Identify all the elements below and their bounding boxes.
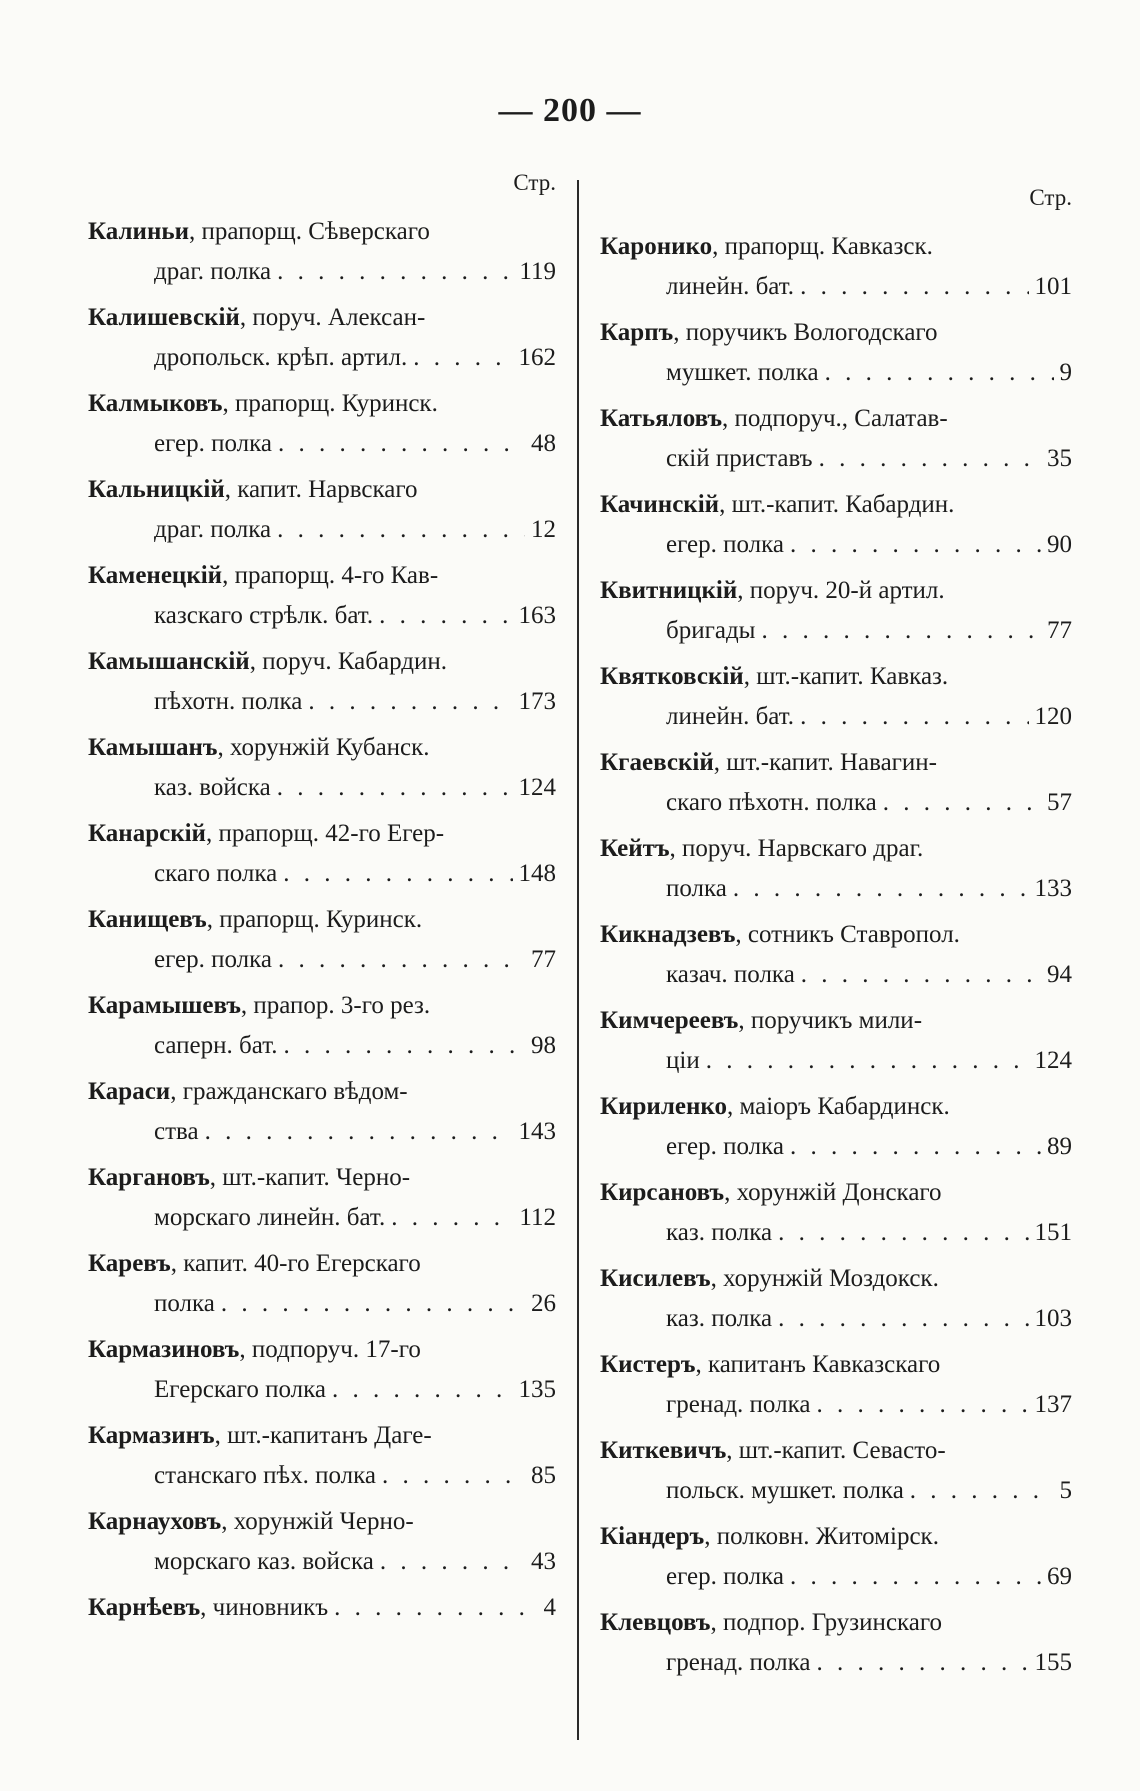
entry-continuation: Егерскаго полка <box>154 1376 327 1403</box>
entry-line <box>600 227 1072 267</box>
index-entry <box>600 313 1072 399</box>
dot-leader <box>277 768 513 808</box>
entry-page: 43 <box>531 1548 556 1575</box>
page-number: — 200 — <box>498 92 642 129</box>
entry-page: 77 <box>1047 617 1072 644</box>
entry-continuation-line <box>600 1213 1072 1253</box>
index-entry <box>600 1603 1072 1689</box>
page-column-header: Стр. <box>1029 185 1072 210</box>
entry-continuation-line <box>88 940 556 980</box>
entry-continuation-line <box>600 439 1072 479</box>
entry-description: , поручикъ мили- <box>738 1007 923 1034</box>
entry-page: 112 <box>519 1204 556 1231</box>
index-entry <box>88 298 556 384</box>
entry-continuation-line <box>88 252 556 292</box>
entry-continuation: казач. полка <box>666 961 795 988</box>
entry-page: 48 <box>531 430 556 457</box>
entry-continuation: егер. полка <box>666 1563 785 1590</box>
entry-name: Кисилевъ <box>600 1265 711 1292</box>
index-entry <box>88 1502 556 1588</box>
dot-leader <box>278 424 525 464</box>
entry-description: , поруч. Алексан- <box>239 304 426 331</box>
entry-continuation: егер. полка <box>666 1133 785 1160</box>
index-entry <box>88 384 556 470</box>
entry-description: , шт.-капит. Навагин- <box>713 749 938 776</box>
entry-continuation: польск. мушкет. полка <box>666 1477 904 1504</box>
entry-page: 101 <box>1034 273 1072 300</box>
entry-continuation: скаго полка <box>154 860 278 887</box>
column-divider <box>577 180 579 1740</box>
entry-line <box>88 212 556 252</box>
entry-name: Калиньи <box>88 218 189 245</box>
index-entry <box>88 728 556 814</box>
dot-leader <box>790 525 1041 565</box>
index-entry <box>88 470 556 556</box>
entry-continuation: егер. полка <box>154 946 273 973</box>
entry-name: Караси <box>88 1078 171 1105</box>
index-entry <box>600 227 1072 313</box>
entry-continuation-line <box>600 1557 1072 1597</box>
entry-continuation: скаго пѣхотн. полка <box>666 789 877 816</box>
entry-name: Квитницкій <box>600 577 738 604</box>
dot-leader <box>391 1198 513 1238</box>
entry-continuation: ства <box>154 1118 199 1145</box>
entry-description: , капитанъ Кавказскаго <box>695 1351 941 1378</box>
entry-page: 77 <box>531 946 556 973</box>
entry-name: Карнѣевъ <box>88 1594 201 1621</box>
entry-description: , поруч. Нарвскаго драг. <box>669 835 924 862</box>
dot-leader <box>308 682 512 722</box>
entry-description: , хорунжій Кубанск. <box>217 734 430 761</box>
entry-name: Каронико <box>600 233 713 260</box>
dot-leader <box>380 1542 525 1582</box>
entry-line <box>600 399 1072 439</box>
entry-line <box>88 986 556 1026</box>
entry-page: 119 <box>519 258 556 285</box>
entry-continuation: морскаго каз. войска <box>154 1548 374 1575</box>
entry-line <box>88 1158 556 1198</box>
index-entry <box>600 1431 1072 1517</box>
entry-continuation-line <box>88 1284 556 1324</box>
entry-name: Кармазинъ <box>88 1422 215 1449</box>
entry-continuation: каз. войска <box>154 774 271 801</box>
index-entry <box>600 1087 1072 1173</box>
dot-leader <box>379 596 512 636</box>
entry-line <box>600 657 1072 697</box>
dot-leader <box>910 1471 1054 1511</box>
entry-line <box>88 814 556 854</box>
entry-continuation-line <box>600 267 1072 307</box>
entry-continuation: бригады <box>666 617 756 644</box>
entry-page: 133 <box>1034 875 1072 902</box>
entry-description: , поруч. 20-й артил. <box>737 577 945 604</box>
entry-continuation-line <box>600 1299 1072 1339</box>
entry-description: , шт.-капит. Севасто- <box>726 1437 946 1464</box>
dot-leader <box>790 1127 1041 1167</box>
entry-continuation-line <box>600 525 1072 565</box>
index-entry <box>600 571 1072 657</box>
entry-description: , прапорщ. Куринск. <box>206 906 423 933</box>
entry-continuation: пѣхотн. полка <box>154 688 303 715</box>
entry-continuation: линейн. бат. <box>666 703 795 730</box>
entry-continuation-line <box>88 1112 556 1152</box>
page-column-header: Стр. <box>513 170 556 195</box>
dot-leader <box>778 1213 1028 1253</box>
entry-page: 155 <box>1034 1649 1072 1676</box>
entry-continuation: саперн. бат. <box>154 1032 278 1059</box>
entry-description: , капит. Нарвскаго <box>224 476 418 503</box>
entry-description: , прапорщ. Кавказск. <box>712 233 933 260</box>
entry-continuation: полка <box>154 1290 215 1317</box>
dot-leader <box>816 1385 1028 1425</box>
entry-description: , полковн. Житомірск. <box>704 1523 939 1550</box>
entry-list <box>600 227 1072 1689</box>
entry-description: , шт.-капитанъ Даге- <box>214 1422 432 1449</box>
entry-continuation-line <box>600 783 1072 823</box>
entry-line <box>600 915 1072 955</box>
dot-leader <box>278 940 525 980</box>
entry-name: Калмыковъ <box>88 390 223 417</box>
index-entry <box>600 485 1072 571</box>
entry-page: 103 <box>1034 1305 1072 1332</box>
entry-page: 98 <box>531 1032 556 1059</box>
dot-leader <box>801 955 1041 995</box>
dot-leader <box>283 854 512 894</box>
index-entry <box>88 1330 556 1416</box>
entry-name: Карамышевъ <box>88 992 241 1019</box>
entry-name: Камышанъ <box>88 734 218 761</box>
entry-line <box>600 1603 1072 1643</box>
entry-description: , поруч. Кабардин. <box>249 648 447 675</box>
entry-description: , шт.-капит. Кавказ. <box>743 663 949 690</box>
entry-name: Катьяловъ <box>600 405 723 432</box>
entry-continuation-line <box>88 768 556 808</box>
entry-continuation: драг. полка <box>154 516 272 543</box>
entry-continuation: егер. полка <box>666 531 785 558</box>
entry-page: 135 <box>518 1376 556 1403</box>
index-entry <box>88 1588 556 1674</box>
entry-page: 94 <box>1047 961 1072 988</box>
entry-line <box>600 571 1072 611</box>
entry-line <box>600 1431 1072 1471</box>
entry-continuation-line <box>600 1041 1072 1081</box>
entry-page: 137 <box>1034 1391 1072 1418</box>
dot-leader <box>778 1299 1028 1339</box>
entry-line <box>600 1001 1072 1041</box>
entry-page: 9 <box>1059 359 1072 386</box>
entry-line <box>88 1416 556 1456</box>
dot-leader <box>205 1112 513 1152</box>
index-entry <box>600 1001 1072 1087</box>
entry-description: , хорунжій Моздокск. <box>710 1265 939 1292</box>
index-entry <box>600 1517 1072 1603</box>
entry-name: Каргановъ <box>88 1164 210 1191</box>
dot-leader <box>825 353 1054 393</box>
entry-line <box>88 900 556 940</box>
entry-continuation-line <box>600 611 1072 651</box>
entry-continuation: егер. полка <box>154 430 273 457</box>
entry-page: 124 <box>1034 1047 1072 1074</box>
dot-leader <box>334 1588 537 1628</box>
entry-continuation: ціи <box>666 1047 700 1074</box>
index-entry <box>88 814 556 900</box>
entry-description: , прапорщ. Сѣверскаго <box>188 218 430 245</box>
entry-page: 151 <box>1034 1219 1072 1246</box>
entry-name: Клевцовъ <box>600 1609 711 1636</box>
entry-continuation-line <box>600 869 1072 909</box>
index-entry <box>88 986 556 1072</box>
entry-description: , подпоруч. 17-го <box>239 1336 421 1363</box>
entry-name: Канарскій <box>88 820 206 847</box>
index-entry <box>600 399 1072 485</box>
index-entry <box>88 1072 556 1158</box>
entry-description: , поручикъ Вологодскаго <box>673 319 938 346</box>
dot-leader <box>332 1370 512 1410</box>
entry-name: Кармазиновъ <box>88 1336 240 1363</box>
entry-name: Кейтъ <box>600 835 670 862</box>
entry-continuation-line <box>88 1026 556 1066</box>
entry-page: 4 <box>543 1594 556 1621</box>
entry-continuation: станскаго пѣх. полка <box>154 1462 376 1489</box>
entry-line <box>600 1173 1072 1213</box>
entry-continuation: морскаго линейн. бат. <box>154 1204 386 1231</box>
entry-name: Киткевичъ <box>600 1437 727 1464</box>
entry-continuation-line <box>600 353 1072 393</box>
index-entry <box>88 1416 556 1502</box>
left-column <box>88 170 556 1674</box>
dot-leader <box>733 869 1029 909</box>
entry-description: , прапор. 3-го рез. <box>240 992 431 1019</box>
entry-continuation: полка <box>666 875 727 902</box>
entry-description: , сотникъ Ставропол. <box>735 921 960 948</box>
entry-description: , хорунжій Донскаго <box>724 1179 942 1206</box>
entry-page: 148 <box>518 860 556 887</box>
entry-continuation-line <box>88 338 556 378</box>
entry-name: Карнауховъ <box>88 1508 222 1535</box>
index-entry <box>88 556 556 642</box>
entry-line <box>600 1517 1072 1557</box>
index-entry <box>600 1173 1072 1259</box>
entry-page: 85 <box>531 1462 556 1489</box>
entry-continuation-line <box>600 1385 1072 1425</box>
dot-leader <box>790 1557 1041 1597</box>
index-entry <box>600 915 1072 1001</box>
dot-leader <box>761 611 1041 651</box>
entry-description: , прапорщ. 42-го Егер- <box>205 820 445 847</box>
entry-description: , гражданскаго вѣдом- <box>170 1078 408 1105</box>
entry-line <box>88 384 556 424</box>
entry-name: Каревъ <box>88 1250 171 1277</box>
entry-name: Каменецкій <box>88 562 223 589</box>
entry-continuation-line <box>88 682 556 722</box>
entry-name: Кимчереевъ <box>600 1007 739 1034</box>
entry-line <box>600 313 1072 353</box>
dot-leader <box>800 697 1028 737</box>
entry-name: Калишевскій <box>88 304 240 331</box>
entry-continuation: гренад. полка <box>666 1391 811 1418</box>
entry-line <box>600 485 1072 525</box>
entry-page: 89 <box>1047 1133 1072 1160</box>
entry-line <box>88 298 556 338</box>
entry-line <box>88 1072 556 1112</box>
entry-description: , подпор. Грузинскаго <box>710 1609 943 1636</box>
dot-leader <box>221 1284 525 1324</box>
entry-name: Кгаевскій <box>600 749 714 776</box>
index-entry <box>88 212 556 298</box>
dot-leader <box>800 267 1028 307</box>
entry-name: Квятковскій <box>600 663 744 690</box>
dot-leader <box>819 439 1041 479</box>
index-entry <box>600 829 1072 915</box>
index-entry <box>600 1259 1072 1345</box>
entry-name: Кикнадзевъ <box>600 921 736 948</box>
index-entry <box>600 743 1072 829</box>
entry-continuation-line <box>88 1456 556 1496</box>
entry-page: 120 <box>1034 703 1072 730</box>
dot-leader <box>277 510 525 550</box>
entry-line <box>600 743 1072 783</box>
dot-leader <box>284 1026 526 1066</box>
entry-continuation: казскаго стрѣлк. бат. <box>154 602 374 629</box>
entry-line <box>88 642 556 682</box>
index-entry <box>600 657 1072 743</box>
entry-line <box>600 829 1072 869</box>
entry-page: 35 <box>1047 445 1072 472</box>
entry-continuation: мушкет. полка <box>666 359 819 386</box>
entry-continuation-line <box>88 1198 556 1238</box>
entry-line <box>88 728 556 768</box>
index-entry <box>88 1158 556 1244</box>
dot-leader <box>382 1456 525 1496</box>
index-entry <box>88 900 556 986</box>
entry-description: , чиновникъ <box>200 1594 329 1621</box>
entry-page: 143 <box>518 1118 556 1145</box>
entry-line <box>600 1259 1072 1299</box>
entry-name: Качинскій <box>600 491 720 518</box>
entry-line <box>88 470 556 510</box>
entry-continuation: дропольск. крѣп. артил. <box>154 344 408 371</box>
entry-name: Карпъ <box>600 319 674 346</box>
entry-page: 124 <box>518 774 556 801</box>
entry-continuation-line <box>88 424 556 464</box>
entry-page: 5 <box>1059 1477 1072 1504</box>
dot-leader <box>413 338 512 378</box>
entry-name: Канищевъ <box>88 906 207 933</box>
dot-leader <box>883 783 1041 823</box>
entry-continuation-line <box>88 854 556 894</box>
entry-page: 69 <box>1047 1563 1072 1590</box>
entry-continuation-line <box>600 1471 1072 1511</box>
entry-description: , хорунжій Черно- <box>221 1508 414 1535</box>
entry-continuation-line <box>88 596 556 636</box>
entry-description: , прапорщ. 4-го Кав- <box>222 562 439 589</box>
entry-page: 26 <box>531 1290 556 1317</box>
entry-continuation: скій приставъ <box>666 445 813 472</box>
entry-description: , прапорщ. Куринск. <box>222 390 438 417</box>
entry-page: 12 <box>531 516 556 543</box>
entry-page: 90 <box>1047 531 1072 558</box>
entry-description: , капит. 40-го Егерскаго <box>170 1250 421 1277</box>
index-entry <box>600 1345 1072 1431</box>
entry-description: , шт.-капит. Кабардин. <box>719 491 955 518</box>
entry-continuation: каз. полка <box>666 1305 773 1332</box>
entry-description: , подпоруч., Салатав- <box>722 405 948 432</box>
entry-name: Кирсановъ <box>600 1179 725 1206</box>
index-entry <box>88 642 556 728</box>
entry-line <box>88 1244 556 1284</box>
entry-list <box>88 212 556 1588</box>
entry-page: 57 <box>1047 789 1072 816</box>
right-column <box>600 185 1072 1689</box>
dot-leader <box>277 252 513 292</box>
entry-continuation-line <box>600 955 1072 995</box>
entry-name: Кіандеръ <box>600 1523 705 1550</box>
entry-continuation-line <box>600 1127 1072 1167</box>
entry-page: 162 <box>518 344 556 371</box>
entry-continuation-line <box>600 1643 1072 1683</box>
entry-name: Кистеръ <box>600 1351 696 1378</box>
entry-continuation-line <box>88 1542 556 1582</box>
entry-line <box>600 1345 1072 1385</box>
entry-description: , шт.-капит. Черно- <box>209 1164 411 1191</box>
entry-continuation-line <box>600 697 1072 737</box>
entry-continuation: каз. полка <box>666 1219 773 1246</box>
entry-continuation: гренад. полка <box>666 1649 811 1676</box>
entry-line <box>88 1330 556 1370</box>
index-entry <box>88 1244 556 1330</box>
entry-continuation: драг. полка <box>154 258 272 285</box>
entry-name: Камышанскій <box>88 648 250 675</box>
dot-leader <box>816 1643 1028 1683</box>
entry-page: 163 <box>518 602 556 629</box>
entry-line <box>600 1087 1072 1127</box>
entry-name: Кальницкій <box>88 476 225 503</box>
entry-continuation-line <box>88 510 556 550</box>
entry-name: Кириленко <box>600 1093 727 1120</box>
dot-leader <box>706 1041 1029 1081</box>
entry-continuation: линейн. бат. <box>666 273 795 300</box>
entry-page: 173 <box>518 688 556 715</box>
entry-line <box>88 1502 556 1542</box>
entry-line <box>88 556 556 596</box>
entry-description: , маіоръ Кабардинск. <box>726 1093 950 1120</box>
entry-continuation-line <box>88 1370 556 1410</box>
